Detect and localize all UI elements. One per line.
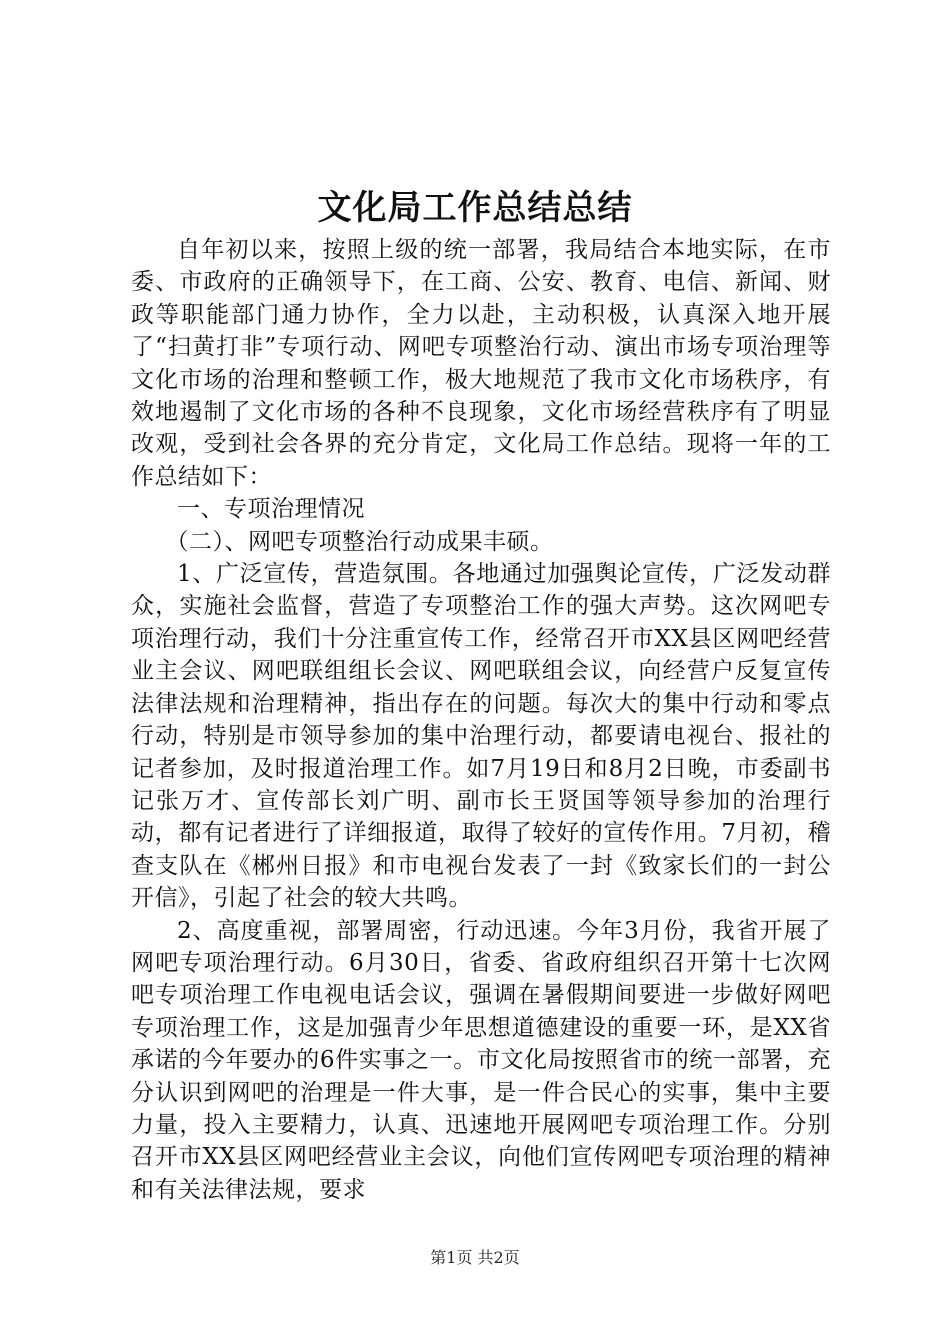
page-footer: 第1页 共2页 — [430, 1248, 520, 1267]
body-paragraph-2: 2、高度重视，部署周密，行动迅速。今年3月份，我省开展了网吧专项治理行动。6月30日，省委、省政府组织召开第十七次网吧专项治理工作电视电话会议，强调在暑假期间要进一步做好网吧专项治理工作，这是加强青少年思想道德建设的重要一环，是XX省承诺的今年要办的6件实事之一。市文化局按照省市的统一部署，充分认识到网吧的治理是一件大事，是一件合民心的实事，集中主要力量，投入主要精力，认真、迅速地开展网吧专项治理工作。分别召开市XX县区网吧经营业主会议，向他们宣传网吧专项治理的精神和有关法律法规，要求 — [131, 917, 831, 1203]
document-body — [131, 234, 831, 1206]
section-heading: 一、专项治理情况 — [177, 496, 365, 523]
intro-paragraph: 自年初以来，按照上级的统一部署，我局结合本地实际，在市委、市政府的正确领导下，在工商、公安、教育、电信、新闻、财政等职能部门通力协作，全力以赴，主动积极，认真深入地开展了“扫黄打非”专项行动、网吧专项整治行动、演出市场专项治理等文化市场的治理和整顿工作，极大地规范了我市文化市场秩序，有效地遏制了文化市场的各种不良现象，文化市场经营秩序有了明显改观，受到社会各界的充分肯定，文化局工作总结。现将一年的工作总结如下： — [131, 237, 831, 490]
body-paragraph-1: 1、广泛宣传，营造氛围。各地通过加强舆论宣传，广泛发动群众，实施社会监督，营造了专项整治工作的强大声势。这次网吧专项治理行动，我们十分注重宣传工作，经常召开市XX县区网吧经营业主会议、网吧联组组长会议、网吧联组会议，向经营户反复宣传法律法规和治理精神，指出存在的问题。每次大的集中行动和零点行动，特别是市领导参加的集中治理行动，都要请电视台、报社的记者参加，及时报道治理工作。如7月19日和8月2日晚，市委副书记张万才、宣传部长刘广明、副市长王贤国等领导参加的治理行动，都有记者进行了详细报道，取得了较好的宣传作用。7月初，稽查支队在《郴州日报》和市电视台发表了一封《致家长们的一封公开信》，引起了社会的较大共鸣。 — [131, 561, 831, 912]
document-title: 文化局工作总结总结 — [317, 188, 633, 228]
subsection-heading: （二）、网吧专项整治行动成果丰硕。 — [165, 528, 554, 555]
